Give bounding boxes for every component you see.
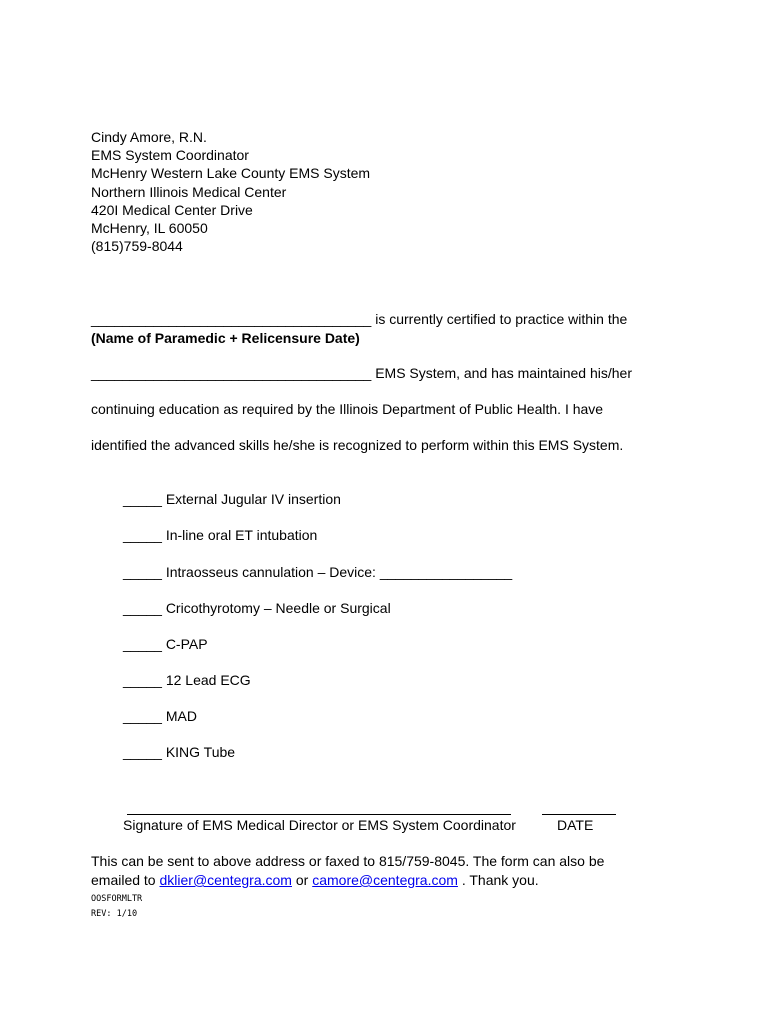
ems-system-line xyxy=(91,365,632,381)
skill-item-cricothyrotomy[interactable]: _____ Cricothyrotomy – Needle or Surgical xyxy=(123,600,391,616)
email-prefix: emailed to xyxy=(91,872,160,888)
continuing-education-line: continuing education as required by the Illinois Department of Public Health. I have xyxy=(91,401,604,417)
skill-item-cpap[interactable]: _____ C-PAP xyxy=(123,636,208,652)
email-link-camore[interactable]: camore@centegra.com xyxy=(312,872,458,888)
recipient-title: EMS System Coordinator xyxy=(91,147,249,164)
paramedic-name-hint: (Name of Paramedic + Relicensure Date) xyxy=(91,330,360,346)
skill-item-intraosseus[interactable]: _____ Intraosseus cannulation – Device: _________________ xyxy=(123,564,513,580)
form-code: OOSFORMLTR xyxy=(91,894,143,904)
ems-system-blank[interactable]: ____________________________________ xyxy=(91,365,372,381)
skill-item-et-intubation[interactable]: _____ In-line oral ET intubation xyxy=(123,527,318,543)
footer-instructions: This can be sent to above address or faxed to 815/759-8045. The form can also be xyxy=(91,853,605,869)
street-address: 420I Medical Center Drive xyxy=(91,201,253,218)
city-state-zip: McHenry, IL 60050 xyxy=(91,220,208,237)
organization-name: Northern Illinois Medical Center xyxy=(91,183,287,200)
skill-item-12-lead-ecg[interactable]: _____ 12 Lead ECG xyxy=(123,672,251,688)
skill-item-external-jugular[interactable]: _____ External Jugular IV insertion xyxy=(123,491,341,507)
skill-item-king-tube[interactable]: _____ KING Tube xyxy=(123,744,236,760)
footer-email-line xyxy=(91,872,539,888)
date-label: DATE xyxy=(557,817,594,833)
signature-label: Signature of EMS Medical Director or EMS System Coordinator xyxy=(123,817,516,833)
certification-text: is currently certified to practice within the xyxy=(371,311,628,327)
certification-line xyxy=(91,311,627,327)
email-suffix: . Thank you. xyxy=(457,872,539,888)
form-revision: REV: 1/10 xyxy=(91,909,138,919)
skill-item-mad[interactable]: _____ MAD xyxy=(123,708,197,724)
phone-number: (815)759-8044 xyxy=(91,238,183,255)
paramedic-name-blank[interactable]: ____________________________________ xyxy=(91,311,372,327)
email-link-dklier[interactable]: dklier@centegra.com xyxy=(159,872,292,888)
advanced-skills-line: identified the advanced skills he/she is recognized to perform within this EMS System. xyxy=(91,437,624,453)
ems-system-text: EMS System, and has maintained his/her xyxy=(371,365,632,381)
recipient-name: Cindy Amore, R.N. xyxy=(91,129,207,145)
date-line[interactable] xyxy=(542,814,616,815)
address-block xyxy=(91,128,370,255)
ems-system-name: McHenry Western Lake County EMS System xyxy=(91,165,371,182)
email-separator: or xyxy=(291,872,313,888)
signature-line[interactable] xyxy=(127,814,511,815)
